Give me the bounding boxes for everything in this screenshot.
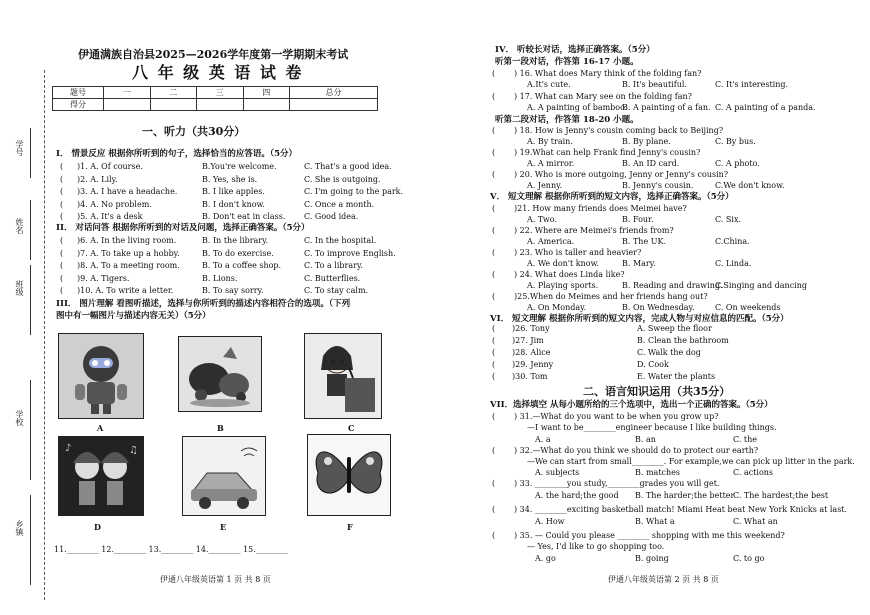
part5-question-5: )25.When do Meimes and her friends hang out? [514, 292, 708, 301]
q32-option-a[interactable]: A. subjects [535, 468, 580, 477]
answer-paren[interactable]: ( [60, 273, 64, 283]
part2-heading: II． 对话问答 根据你所听到的对话及问题，选择正确答案。（5分） [56, 223, 310, 233]
answer-paren[interactable]: ( [492, 412, 496, 421]
part4-option-b-2[interactable]: B. A painting of a fan. [622, 103, 711, 112]
part6-option-1: A. Sweep the floor [637, 324, 712, 333]
part1-question-1: )1. A. Of course. [77, 162, 143, 171]
part2-option-c-1[interactable]: C. In the hospital. [304, 236, 377, 245]
part4-option-c-2[interactable]: C. A painting of a panda. [715, 103, 816, 112]
part1-question-5: )5. A. It's a desk [77, 212, 143, 221]
part7-heading: VII．选择填空 从每小题所给的三个选项中，选出一个正确的答案。（5分） [490, 400, 773, 410]
q31-option-a[interactable]: A. a [535, 435, 551, 444]
part2-option-b-4[interactable]: B. Lions. [202, 273, 238, 283]
part6-name-2: )27. Jim [512, 336, 544, 345]
part1-option-c-3[interactable]: C. I'm going to the park. [304, 187, 404, 196]
score-cell: 一 [104, 87, 151, 99]
part2-option-b-5[interactable]: B. To say sorry. [202, 286, 264, 295]
part5-option-c-1[interactable]: C. Six. [715, 215, 742, 224]
part4-option-c-3[interactable]: C. By bus. [715, 137, 756, 146]
part5-option-a-5[interactable]: A. On Monday. [527, 303, 587, 312]
girl-speaking-icon [305, 334, 381, 418]
part2-option-c-3[interactable]: C. To a library. [304, 261, 363, 270]
part5-question-2: ) 22. Where are Meimei's friends from? [514, 226, 674, 235]
part6-heading: VI． 短文理解 根据你所听到的短文内容，完成人物与对应信息的匹配。（5分） [490, 314, 789, 324]
q32-option-b[interactable]: B. matches [635, 468, 681, 477]
car-icon [183, 437, 265, 515]
part1-option-b-1[interactable]: B.You're welcome. [202, 162, 277, 171]
answer-paren[interactable]: ( [492, 531, 496, 540]
side-line-town [30, 495, 31, 585]
q33-option-c[interactable]: C. The hardest;the best [733, 491, 829, 500]
picture-label-d: D [94, 522, 101, 532]
score-cell[interactable] [150, 99, 197, 111]
part1-question-4: )4. A. No problem. [77, 199, 152, 209]
part5-option-a-3[interactable]: A. We don't know. [527, 259, 600, 268]
q34-option-c[interactable]: C. What an [733, 517, 778, 526]
score-cell[interactable] [197, 99, 244, 111]
answer-paren[interactable]: ( [492, 226, 496, 235]
part4-sub2: 听第二段对话，作答第 18-20 小题。 [495, 115, 639, 125]
picture-a-robot [58, 333, 144, 419]
part4-option-a-5[interactable]: A. Jenny. [527, 181, 563, 190]
score-cell: 总分 [290, 87, 378, 99]
part6-option-5: E. Water the plants [637, 372, 716, 381]
answer-paren[interactable]: ( [492, 148, 496, 157]
picture-label-f: F [347, 522, 353, 532]
q31-question: ) 31.—What do you want to be when you grow up? [514, 412, 719, 421]
part1-option-c-4[interactable]: C. Once a month. [304, 199, 375, 209]
svg-text:♫: ♫ [129, 445, 138, 456]
side-line-name [30, 200, 31, 260]
answer-paren[interactable]: ( [492, 126, 496, 135]
score-cell[interactable] [290, 99, 378, 111]
answer-paren[interactable]: ( [60, 261, 64, 270]
score-table-header-row [53, 87, 378, 99]
part4-question-5: ) 20. Who is more outgoing, Jenny or Jenny's cousin? [514, 170, 729, 179]
answer-paren[interactable]: ( [60, 199, 64, 209]
part5-option-b-2[interactable]: B. The UK. [622, 237, 666, 246]
part1-option-b-4[interactable]: B. I don't know. [202, 199, 265, 209]
part1-option-c-1[interactable]: C. That's a good idea. [304, 162, 392, 171]
part5-option-b-3[interactable]: B. Mary. [622, 259, 656, 268]
part6-option-4: D. Cook [637, 360, 669, 369]
answer-paren[interactable]: ( [492, 292, 496, 301]
part6-option-2: B. Clean the bathroom [637, 336, 729, 345]
answer-paren[interactable]: ( [492, 348, 496, 357]
picture-label-a: A [97, 423, 104, 433]
part6-name-3: )28. Alice [512, 348, 551, 357]
answer-paren[interactable]: ( [492, 92, 496, 101]
answer-paren[interactable]: ( [492, 204, 496, 213]
picture-label-b: B [217, 423, 224, 433]
part1-question-2: )2. A. Lily. [77, 174, 118, 184]
part5-option-a-4[interactable]: A. Playing sports. [527, 281, 599, 290]
side-label-school: 学校 [15, 410, 24, 426]
side-line-school [30, 380, 31, 480]
answer-paren[interactable]: ( [492, 479, 496, 488]
q31-response: —I want to be________engineer because I like building things. [527, 423, 777, 432]
answer-paren[interactable]: ( [492, 505, 496, 514]
q33-option-b[interactable]: B. The harder;the better [635, 491, 735, 500]
part4-option-b-1[interactable]: B. It's beautiful. [622, 80, 687, 89]
side-line-id [30, 128, 31, 178]
side-label-id: 学号 [15, 140, 24, 156]
part2-option-c-5[interactable]: C. To stay calm. [304, 286, 369, 295]
section-listening-title: 一、听力（共30分） [142, 125, 246, 138]
part1-option-b-5[interactable]: B. Don't eat in class. [202, 212, 286, 221]
part2-option-c-2[interactable]: C. To improve English. [304, 248, 396, 258]
answer-paren[interactable]: ( [60, 187, 64, 196]
part5-heading: V． 短文理解 根据你所听到的短文内容，选择正确答案。（5分） [490, 192, 734, 202]
q35-option-c[interactable]: C. to go [733, 554, 765, 563]
side-label-name: 姓名 [15, 218, 24, 234]
picture-label-e: E [220, 522, 227, 532]
answer-paren[interactable]: ( [492, 446, 496, 455]
exam-title: 伊通满族自治县2025—2026学年度第一学期期末考试 [78, 48, 349, 61]
part4-option-a-4[interactable]: A. A mirror. [527, 159, 575, 168]
answer-paren[interactable]: ( [60, 286, 64, 295]
score-cell: 三 [197, 87, 244, 99]
score-cell: 二 [150, 87, 197, 99]
part5-question-3: ) 23. Who is taller and heavier? [514, 248, 642, 257]
part5-option-b-5[interactable]: B. On Wednesday. [622, 303, 695, 312]
part4-heading: IV． 听较长对话，选择正确答案。（5分） [495, 45, 655, 55]
side-label-class: 班级 [15, 280, 24, 296]
dancing-girls-icon [59, 437, 143, 515]
q34-option-b[interactable]: B. What a [635, 517, 675, 526]
part4-option-b-5[interactable]: B. Jenny's cousin. [622, 181, 694, 190]
part4-question-1: ) 16. What does Mary think of the folding fan? [514, 69, 702, 78]
picture-d-girls-dancing [58, 436, 144, 516]
part5-option-a-2[interactable]: A. America. [527, 237, 575, 246]
part4-option-a-1[interactable]: A.It's cute. [527, 80, 571, 89]
picture-b-fruits [178, 336, 262, 412]
q32-response: —We can start from small________. For example,we can pick up litter in the park. [527, 457, 855, 466]
part3-heading-line2: 图中有一幅图片与描述内容无关）（5分） [56, 311, 211, 321]
part2-option-b-2[interactable]: B. To do exercise. [202, 248, 274, 258]
part4-option-b-3[interactable]: B. By plane. [622, 137, 671, 146]
score-table [52, 86, 378, 111]
answer-paren[interactable]: ( [60, 174, 64, 184]
q34-option-a[interactable]: A. How [535, 517, 565, 526]
answer-paren[interactable]: ( [492, 170, 496, 179]
robot-icon [59, 334, 143, 418]
part5-option-c-2[interactable]: C.China. [715, 237, 750, 246]
answer-paren[interactable]: ( [60, 162, 64, 171]
picture-e-car [182, 436, 266, 516]
part4-question-2: ) 17. What can Mary see on the folding fan? [514, 92, 692, 101]
score-cell[interactable] [104, 99, 151, 111]
part5-option-a-1[interactable]: A. Two. [527, 215, 557, 224]
part5-option-b-4[interactable]: B. Reading and drawing. [622, 281, 723, 290]
part5-question-4: ) 24. What does Linda like? [514, 270, 625, 279]
part4-question-3: ) 18. How is Jenny's cousin coming back to Beijing? [514, 126, 724, 135]
side-label-town: 乡镇 [15, 520, 24, 536]
part4-option-c-5[interactable]: C.We don't know. [715, 181, 785, 190]
q35-option-b[interactable]: B. going [635, 554, 669, 563]
answer-paren[interactable]: ( [492, 360, 496, 369]
part1-option-b-2[interactable]: B. Yes, she is. [202, 174, 258, 184]
part4-option-c-4[interactable]: C. A photo. [715, 159, 760, 168]
part5-option-c-5[interactable]: C. On weekends [715, 303, 781, 312]
answer-paren[interactable]: ( [60, 212, 64, 221]
part4-option-c-1[interactable]: C. It's interesting. [715, 80, 789, 89]
answer-paren[interactable]: ( [492, 372, 496, 381]
part1-heading: I． 情景反应 根据你所听到的句子，选择恰当的应答语。（5分） [56, 149, 298, 159]
part6-name-4: )29. Jenny [512, 360, 554, 369]
part6-name-1: )26. Tony [512, 324, 550, 333]
part1-option-c-5[interactable]: C. Good idea. [304, 212, 359, 221]
q32-question: ) 32.—What do you think we should do to protect our earth? [514, 446, 759, 455]
score-cell: 四 [243, 87, 290, 99]
part2-question-3: )8. A. To a meeting room. [77, 261, 180, 270]
side-line-class [30, 265, 31, 335]
score-cell[interactable] [243, 99, 290, 111]
part4-question-4: ) 19.What can help Frank find Jenny's cousin? [514, 148, 701, 157]
answer-paren[interactable]: ( [492, 324, 496, 333]
part1-question-3: )3. A. I have a headache. [77, 187, 178, 196]
q35-question: ) 35. — Could you please ________ shopping with me this weekend? [514, 531, 785, 540]
part3-heading-line1: III． 图片理解 看图听描述，选择与你所听到的描述内容相符合的选项。（下列 [56, 299, 351, 309]
score-cell: 得分 [53, 99, 104, 111]
q33-question: ) 33. ________you study,________grades you will get. [514, 479, 720, 488]
picture-label-c: C [348, 423, 355, 433]
exam-subtitle: 八 年 级 英 语 试 卷 [132, 63, 304, 82]
part2-question-1: )6. A. In the living room. [77, 236, 177, 245]
q33-option-a[interactable]: A. the hard;the good [535, 491, 619, 500]
q32-option-c[interactable]: C. actions [733, 468, 774, 477]
part4-option-a-2[interactable]: A. A painting of bamboo. [527, 103, 628, 112]
part4-option-b-4[interactable]: B. An ID card. [622, 159, 680, 168]
svg-text:♪: ♪ [65, 443, 72, 454]
part6-option-3: C. Walk the dog [637, 348, 701, 357]
q34-question: ) 34. ________exciting basketball match! Miami Heat beat New York Knicks at last. [514, 505, 848, 514]
q35-option-a[interactable]: A. go [535, 554, 556, 563]
part5-option-c-4[interactable]: C.Singing and dancing [715, 281, 808, 290]
part1-option-b-3[interactable]: B. I like apples. [202, 187, 265, 196]
answer-paren[interactable]: ( [492, 248, 496, 257]
part2-option-b-1[interactable]: B. In the library. [202, 236, 269, 245]
part6-name-5: )30. Tom [512, 372, 548, 381]
q31-option-b[interactable]: B. an [635, 435, 656, 444]
section-language-title: 二、语言知识运用（共35分） [583, 385, 731, 398]
picture-c-speaker [304, 333, 382, 419]
answer-paren[interactable]: ( [60, 236, 64, 245]
picture-answer-blanks[interactable]: 11.________ 12.________ 13.________ 14.________ 15.________ [54, 545, 288, 554]
answer-paren[interactable]: ( [492, 69, 496, 78]
score-table-score-row [53, 99, 378, 111]
q31-option-c[interactable]: C. the [733, 435, 758, 444]
part2-option-b-3[interactable]: B. To a coffee shop. [202, 261, 282, 270]
part2-question-2: )7. A. To take up a hobby. [77, 248, 180, 258]
part5-question-1: )21. How many friends does Meimei have? [514, 204, 687, 213]
answer-paren[interactable]: ( [60, 248, 64, 258]
part2-option-c-4[interactable]: C. Butterflies. [304, 273, 361, 283]
score-cell: 题号 [53, 87, 104, 99]
part1-option-c-2[interactable]: C. She is outgoing. [304, 174, 381, 184]
left-page-footer: 伊通八年级英语第 1 页 共 8 页 [160, 575, 271, 584]
part2-question-4: )9. A. Tigers. [77, 273, 130, 283]
butterfly-icon [308, 435, 390, 515]
right-page-footer: 伊通八年级英语第 2 页 共 8 页 [608, 575, 719, 584]
part4-sub1: 听第一段对话，作答第 16-17 小题。 [495, 57, 639, 67]
part4-option-a-3[interactable]: A. By train. [527, 137, 573, 146]
fruit-basket-icon [179, 337, 261, 411]
binding-line [44, 70, 45, 600]
part2-question-5: )10. A. To write a letter. [77, 286, 174, 295]
part5-option-c-3[interactable]: C. Linda. [715, 259, 752, 268]
part5-option-b-1[interactable]: B. Four. [622, 215, 654, 224]
picture-f-butterfly [307, 434, 391, 516]
answer-paren[interactable]: ( [492, 336, 496, 345]
q35-response: — Yes, I'd like to go shopping too. [527, 542, 665, 551]
answer-paren[interactable]: ( [492, 270, 496, 279]
